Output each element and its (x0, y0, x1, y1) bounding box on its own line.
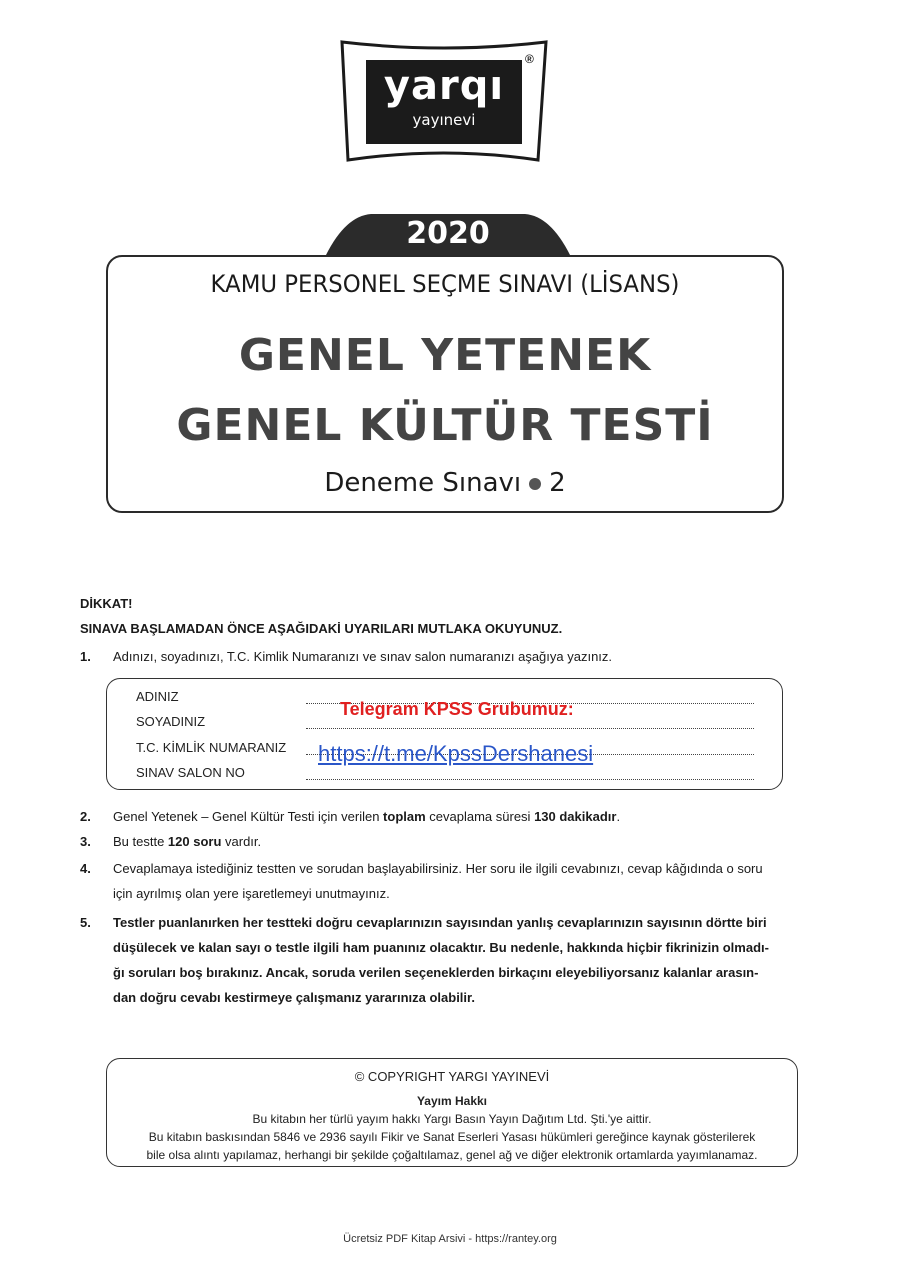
salon-field[interactable] (306, 767, 754, 780)
logo-sub-text: yayınevi (412, 111, 476, 129)
item-text: Testler puanlanırken her testteki doğru cevaplarınızın sayısından yanlış cevaplarınızın sayısının dörtte biri düşülecek ve kalan sayı o testle ilgili ham puanınız olacaktır. Bu nedenle, hakkında hiçbir fikrinizin olmadı- ğı soruları boş bırakınız. Ancak, soruda verilen seçeneklerden birkaçını eleyebiliyorsanız kalanlar arasın- dan doğru cevabı kestirmeye çalışmanız yararınıza olabilir. (113, 915, 769, 1005)
copyright-subheading: Yayım Hakkı (416, 1094, 488, 1108)
deneme-text: Deneme Sınavı (324, 468, 522, 498)
name-label: ADINIZ (136, 689, 179, 704)
warning-item-3 (80, 829, 840, 854)
deneme-number: 2 (549, 468, 566, 498)
exam-year: 2020 (406, 216, 490, 251)
warning-item-2 (80, 804, 840, 829)
footer-text: Ücretsiz PDF Kitap Arsivi - https://rantey.org (343, 1233, 557, 1245)
warning-item-5 (80, 910, 840, 1010)
telegram-title: Telegram KPSS Grubumuz: (340, 699, 574, 719)
deneme-label (106, 466, 784, 500)
copyright-heading: © COPYRIGHT YARGI YAYINEVİ (354, 1069, 550, 1084)
dikkat-heading: DİKKAT! (80, 596, 133, 611)
item-text: Genel Yetenek – Genel Kültür Testi için verilen toplam cevaplama süresi 130 dakikadır. (113, 809, 621, 824)
copyright-line-3: bile olsa alıntı yapılamaz, herhangi bir şekilde çoğaltılamaz, genel ağ ve diğer elektronik ortamlarda yayımlanamaz. (146, 1148, 758, 1162)
logo-main-text: yarqı (383, 63, 505, 109)
test-title-line2: GENEL KÜLTÜR TESTİ (176, 400, 714, 451)
tc-label: T.C. KİMLİK NUMARANIZ (136, 740, 287, 755)
surname-label: SOYADINIZ (136, 714, 206, 729)
item-number: 4. (80, 861, 91, 876)
item-number: 1. (80, 649, 91, 664)
copyright-line-1: Bu kitabın her türlü yayım hakkı Yargı Basın Yayın Dağıtım Ltd. Şti.'ye aittir. (252, 1112, 652, 1126)
test-title-line1: GENEL YETENEK (238, 330, 652, 381)
item-number: 3. (80, 834, 91, 849)
bullet-icon (529, 478, 541, 490)
item-text: Bu testte 120 soru vardır. (113, 834, 262, 849)
exam-name: KAMU PERSONEL SEÇME SINAVI (LİSANS) (210, 270, 680, 298)
item-text: Cevaplamaya istediğiniz testten ve sorudan başlayabilirsiniz. Her soru ile ilgili cevabınızı, cevap kâğıdında o soru için ayrılmış olan yere işaretlemeyi unutmayınız. (113, 861, 763, 901)
publisher-logo (338, 38, 550, 164)
item-number: 2. (80, 809, 91, 824)
item-number: 5. (80, 915, 91, 930)
salon-label: SINAV SALON NO (136, 765, 245, 780)
telegram-link[interactable]: https://t.me/KpssDershanesi (318, 741, 594, 766)
logo-block (366, 60, 522, 144)
instruction-heading: SINAVA BAŞLAMADAN ÖNCE AŞAĞIDAKİ UYARILARI MUTLAKA OKUYUNUZ. (80, 621, 563, 636)
registered-mark: ® (525, 52, 534, 66)
warning-item-4 (80, 856, 840, 906)
item-text: Adınızı, soyadınızı, T.C. Kimlik Numaranızı ve sınav salon numaranızı aşağıya yazınız. (113, 649, 613, 664)
warning-item-1 (80, 644, 840, 669)
copyright-line-2: Bu kitabın baskısından 5846 ve 2936 sayılı Fikir ve Sanat Eserleri Yasası hükümleri gereğince kaynak gösterilerek (148, 1130, 756, 1144)
